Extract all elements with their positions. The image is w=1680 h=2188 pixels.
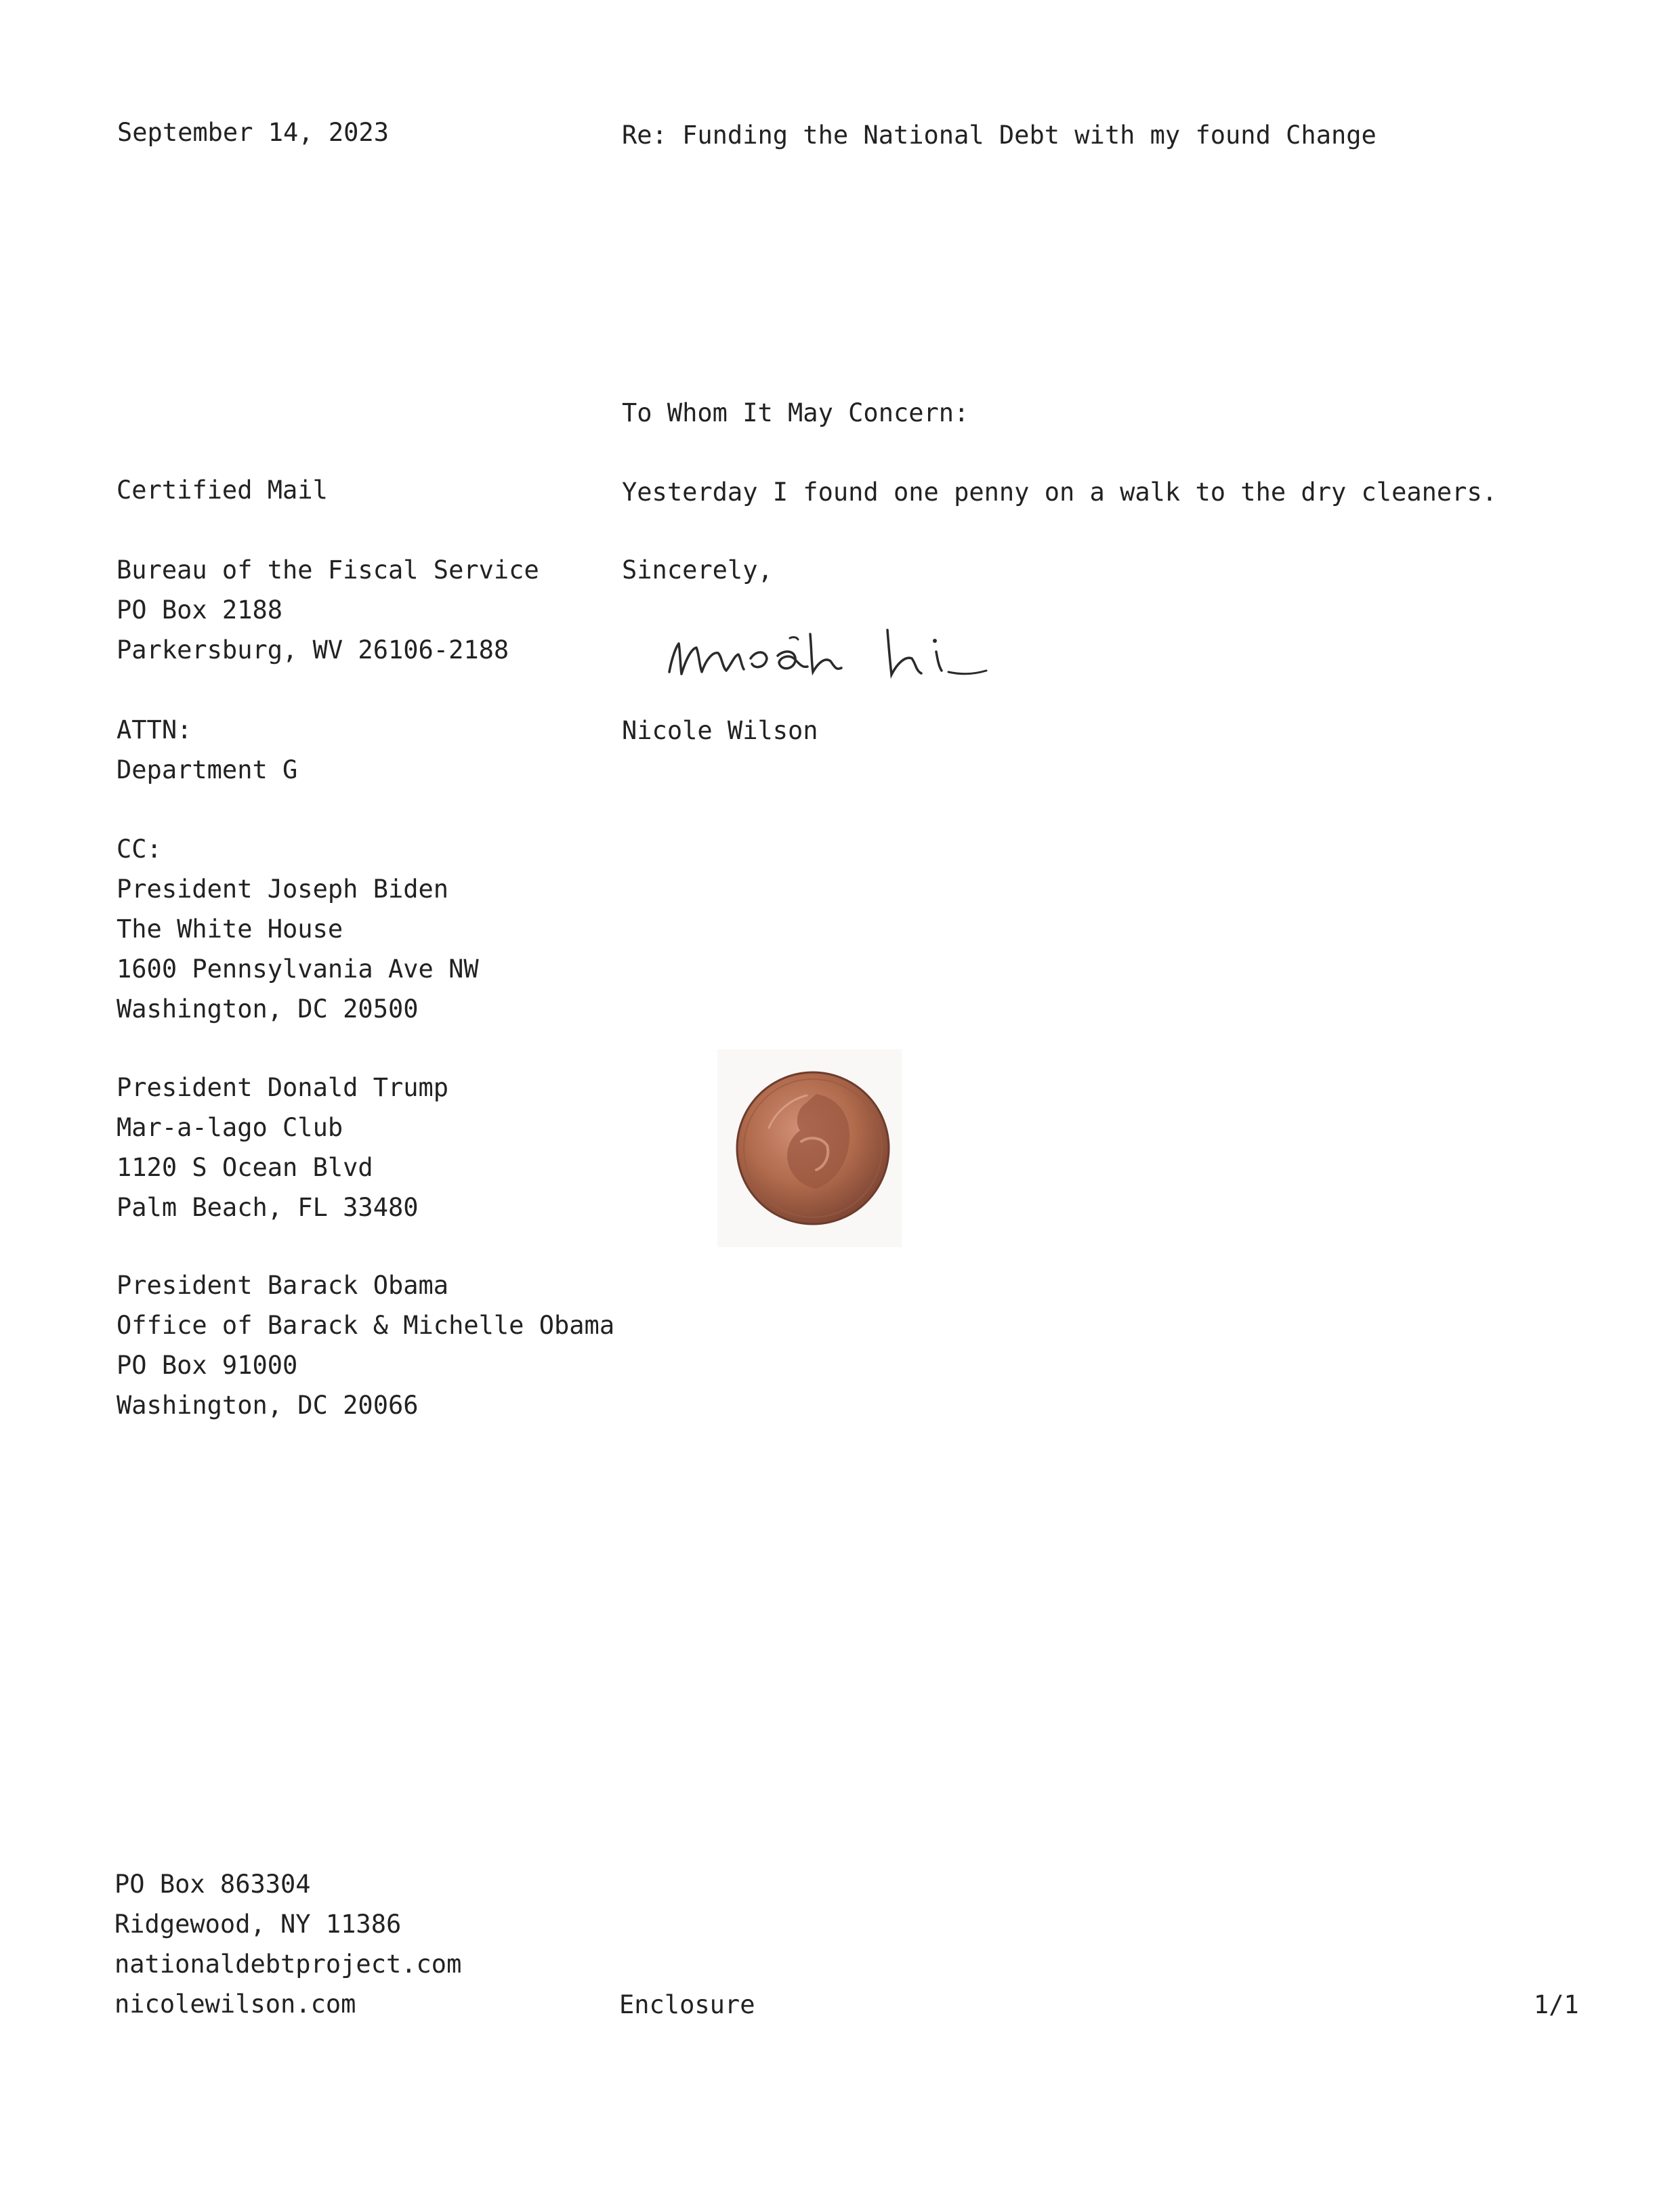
cc-line: Washington, DC 20066: [117, 1391, 419, 1420]
cc-recipient-biden: [117, 869, 479, 1029]
message-body: Yesterday I found one penny on a walk to the dry cleaners.: [622, 478, 1498, 507]
cc-line: Washington, DC 20500: [117, 994, 419, 1024]
attn-label: ATTN:: [117, 715, 192, 744]
cc-line: The White House: [117, 914, 343, 944]
footer-line: Ridgewood, NY 11386: [114, 1910, 402, 1939]
cc-line: Palm Beach, FL 33480: [117, 1193, 419, 1222]
page-number: 1/1: [1534, 1990, 1579, 2019]
footer-line: nicolewilson.com: [114, 1990, 356, 2019]
cc-line: PO Box 91000: [117, 1351, 298, 1380]
cc-line: Mar-a-lago Club: [117, 1113, 343, 1142]
footer-address: [114, 1864, 461, 2024]
cc-line: 1600 Pennsylvania Ave NW: [117, 954, 479, 984]
letter-subject: Re: Funding the National Debt with my found Change: [622, 121, 1377, 150]
cc-label: CC:: [117, 835, 162, 864]
cc-line: President Joseph Biden: [117, 875, 449, 904]
cc-line: President Barack Obama: [117, 1271, 449, 1300]
signer-name: Nicole Wilson: [622, 716, 818, 745]
enclosure-note: Enclosure: [619, 1990, 755, 2019]
recipient-line: PO Box 2188: [117, 595, 283, 625]
cc-line: Office of Barack & Michelle Obama: [117, 1311, 615, 1340]
salutation: To Whom It May Concern:: [622, 398, 969, 427]
mail-type: Certified Mail: [117, 476, 328, 505]
cc-recipient-trump: [117, 1068, 448, 1227]
penny-coin-image: [715, 1047, 904, 1250]
attn-block: [117, 710, 297, 790]
recipient-address: [117, 550, 539, 670]
recipient-line: Parkersburg, WV 26106-2188: [117, 635, 509, 665]
attn-department: Department G: [117, 755, 298, 784]
footer-line: PO Box 863304: [114, 1870, 311, 1899]
letter-date: September 14, 2023: [117, 118, 389, 147]
cc-line: 1120 S Ocean Blvd: [117, 1153, 373, 1182]
cc-line: President Donald Trump: [117, 1073, 449, 1102]
recipient-line: Bureau of the Fiscal Service: [117, 555, 539, 585]
footer-line: nationaldebtproject.com: [114, 1950, 462, 1979]
signature-drawing: [664, 610, 1016, 691]
cc-recipient-obama: [117, 1265, 614, 1425]
closing: Sincerely,: [622, 555, 773, 585]
